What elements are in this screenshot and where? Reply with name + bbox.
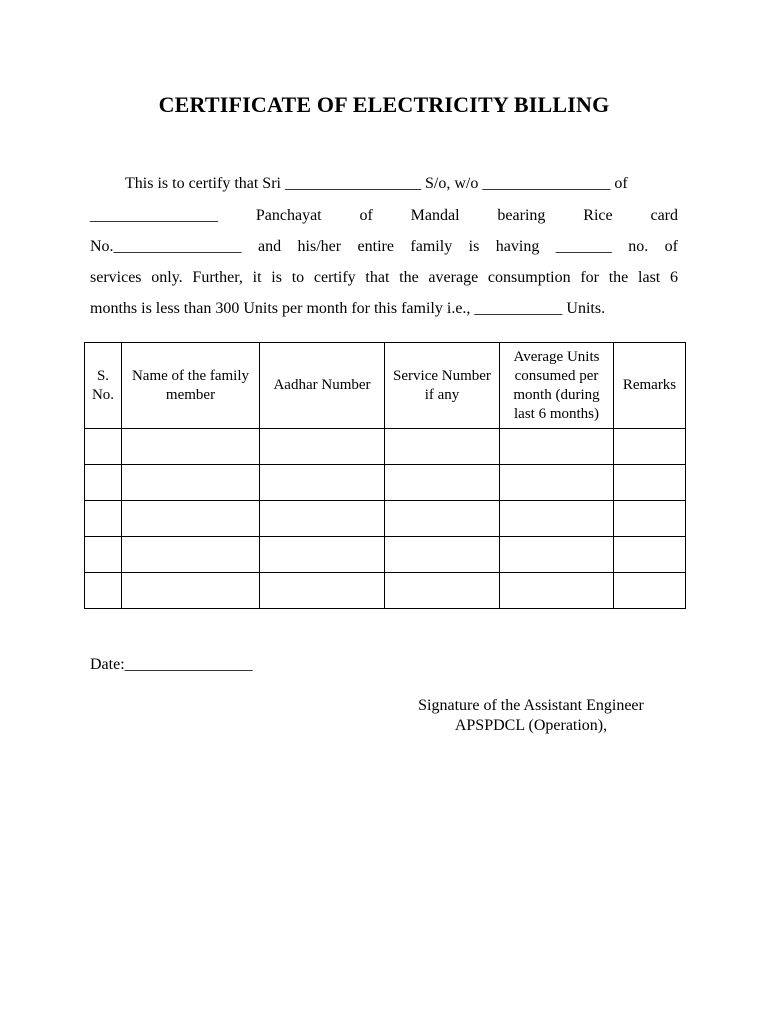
certificate-body-line-1: This is to certify that Sri _________________ S/o, w/o ________________ of	[125, 175, 628, 192]
table-cell[interactable]	[122, 573, 260, 609]
signature-office: APSPDCL (Operation),	[454, 717, 608, 734]
table-cell[interactable]	[85, 573, 122, 609]
table-row	[85, 501, 686, 537]
column-header-serial-number: S. No.	[85, 343, 122, 429]
certificate-body-line-5: months is less than 300 Units per month for this family i.e., ___________ Units.	[90, 300, 606, 317]
table-cell[interactable]	[122, 429, 260, 465]
table-cell[interactable]	[260, 429, 385, 465]
table-cell[interactable]	[85, 429, 122, 465]
table-cell[interactable]	[85, 501, 122, 537]
column-header-member-name: Name of the family member	[122, 343, 260, 429]
table-cell[interactable]	[260, 501, 385, 537]
page-title: CERTIFICATE OF ELECTRICITY BILLING	[158, 92, 610, 117]
table-cell[interactable]	[500, 429, 614, 465]
table-header-row	[85, 343, 686, 429]
column-header-remarks: Remarks	[614, 343, 686, 429]
table-row	[85, 429, 686, 465]
table-cell[interactable]	[614, 573, 686, 609]
family-members-table	[84, 342, 686, 609]
table-cell[interactable]	[614, 537, 686, 573]
column-header-service-number: Service Number if any	[385, 343, 500, 429]
column-header-aadhar-number: Aadhar Number	[260, 343, 385, 429]
table-row	[85, 537, 686, 573]
table-cell[interactable]	[122, 537, 260, 573]
table-cell[interactable]	[122, 501, 260, 537]
signature-title: Signature of the Assistant Engineer	[418, 697, 644, 714]
table-cell[interactable]	[260, 573, 385, 609]
table-cell[interactable]	[85, 537, 122, 573]
certificate-body-line-3: No.________________ and his/her entire family is having _______ no. of	[90, 238, 678, 255]
table-cell[interactable]	[385, 501, 500, 537]
table-cell[interactable]	[500, 501, 614, 537]
certificate-body-line-4: services only. Further, it is to certify that the average consumption for the last 6	[90, 269, 678, 286]
table-cell[interactable]	[500, 537, 614, 573]
table-cell[interactable]	[500, 465, 614, 501]
table-row	[85, 465, 686, 501]
table-cell[interactable]	[385, 429, 500, 465]
date-field[interactable]: Date:________________	[90, 656, 253, 673]
table-cell[interactable]	[614, 429, 686, 465]
column-header-average-units: Average Units consumed per month (during last 6 months)	[500, 343, 614, 429]
table-cell[interactable]	[122, 465, 260, 501]
table-cell[interactable]	[85, 465, 122, 501]
table-cell[interactable]	[500, 573, 614, 609]
table-cell[interactable]	[614, 465, 686, 501]
table-cell[interactable]	[260, 465, 385, 501]
table-row	[85, 573, 686, 609]
table-cell[interactable]	[614, 501, 686, 537]
table-cell[interactable]	[260, 537, 385, 573]
table-cell[interactable]	[385, 465, 500, 501]
certificate-body-line-2: ________________ Panchayat of Mandal bearing Rice card	[90, 207, 678, 224]
table-cell[interactable]	[385, 573, 500, 609]
table-cell[interactable]	[385, 537, 500, 573]
